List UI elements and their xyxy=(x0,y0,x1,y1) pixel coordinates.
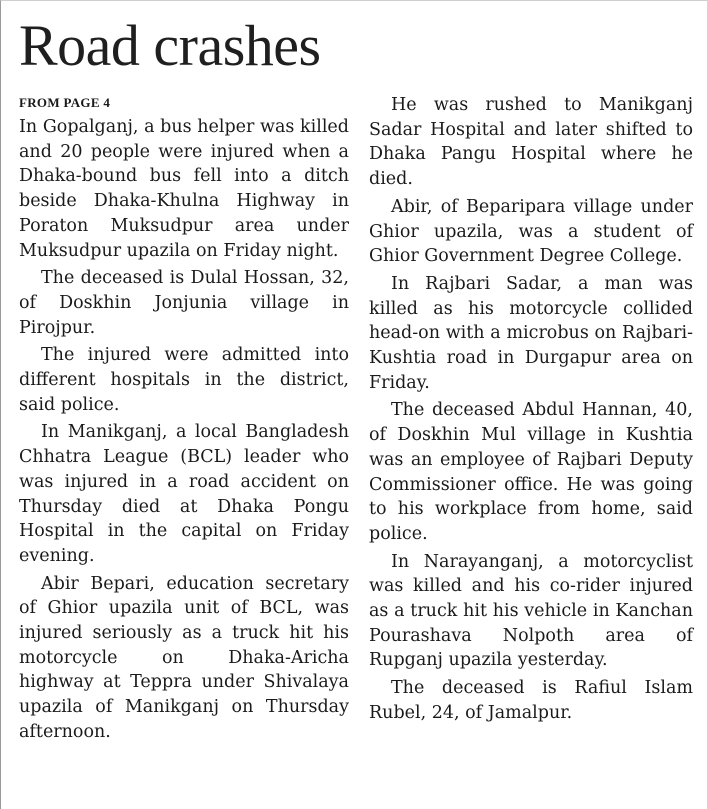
paragraph: The deceased is Rafiul Islam Rubel, 24, of Jamalpur. xyxy=(369,678,693,723)
paragraph: In Narayanganj, a motorcyclist was killed and his co-rider injured as a truck hit his vehicle in Kanchan Pourashava Nolpoth area of Rupganj upazila yesterday. xyxy=(369,551,693,671)
paragraph: The deceased Abdul Hannan, 40, of Doskhin Mul village in Kushtia was an employee of Rajbari Deputy Commissioner office. He was going to his workplace from home, said police. xyxy=(369,400,693,544)
continuation-kicker: FROM PAGE 4 xyxy=(19,95,111,110)
article-column-right xyxy=(369,93,693,729)
paragraph: In Manikganj, a local Bangladesh Chhatra League (BCL) leader who was injured in a road accident on Thursday died at Dhaka Pongu Hospital in the capital on Friday evening. xyxy=(19,422,349,566)
paragraph: In Gopalganj, a bus helper was killed and 20 people were injured when a Dhaka-bound bus fell into a ditch beside Dhaka-Khulna Highway in Poraton Muksudpur area under Muksudpur upazila on Friday night. xyxy=(19,117,349,261)
headline: Road crashes xyxy=(19,13,321,78)
paragraph: Abir, of Beparipara village under Ghior upazila, was a student of Ghior Government Degree College. xyxy=(369,196,693,267)
article-column-left xyxy=(19,93,349,748)
paragraph: The deceased is Dulal Hossan, 32, of Doskhin Jonjunia village in Pirojpur. xyxy=(19,268,349,338)
paragraph: In Rajbari Sadar, a man was killed as his motorcycle collided head-on with a microbus on Rajbari-Kushtia road in Durgapur area on Friday. xyxy=(369,273,693,393)
paragraph: He was rushed to Manikganj Sadar Hospital and later shifted to Dhaka Pangu Hospital where he died. xyxy=(369,95,693,190)
paragraph: The injured were admitted into different hospitals in the district, said police. xyxy=(19,345,349,415)
paragraph: Abir Bepari, education secretary of Ghior upazila unit of BCL, was injured seriously as a truck hit his motorcycle on Dhaka-Aricha highway at Teppra under Shivalaya upazila of Manikganj on Thursday afternoon. xyxy=(19,573,349,742)
